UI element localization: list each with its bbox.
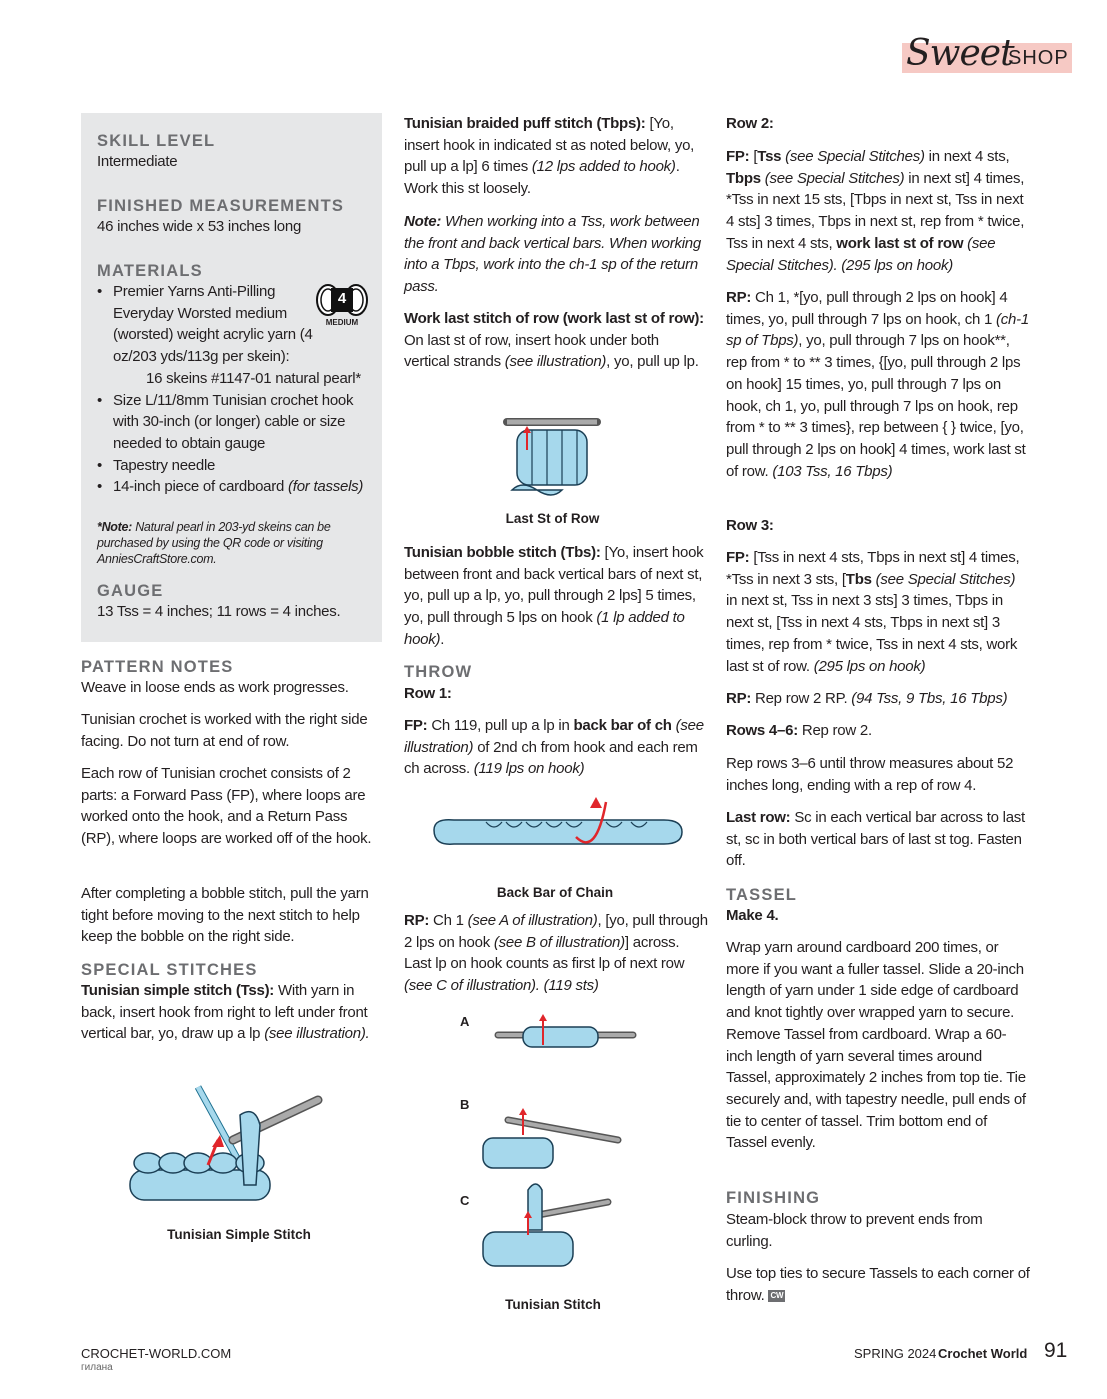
last-row (726, 807, 1030, 872)
row3-forward-pass (726, 547, 1030, 677)
text-run: Rep rows 3–6 until throw measures about 52 inches long, ending with a rep of row 4. (726, 755, 1014, 794)
tunisian-simple-stitch-illustration (128, 1085, 328, 1215)
text-run: Tunisian crochet is worked with the right side facing. Do not turn at end of row. (81, 711, 368, 750)
text-run: (12 lps added to hook) (531, 158, 676, 176)
text-run: Each row of Tunisian crochet consists of 2 parts: a Forward Pass (FP), where loops are worked onto the hook, and a Return Pass (RP), where loops are worked off of the hook. (81, 765, 372, 848)
text-run: of 2nd ch from hook and each rem ch across. (404, 738, 698, 778)
skill-level-value: Intermediate (97, 153, 178, 170)
skill-level-heading: SKILL LEVEL (97, 132, 216, 150)
materials-item (97, 455, 379, 477)
yarn-amount: 16 skeins #1147-01 natural pearl* (146, 369, 361, 387)
text-run: Rep row 2. (797, 722, 872, 739)
text-run: (119 lps on hook) (473, 760, 585, 778)
text-run: Tunisian braided puff stitch (Tbps): (404, 115, 646, 132)
stitch-note (404, 211, 708, 298)
finished-measurements-heading: FINISHED MEASUREMENTS (97, 197, 345, 215)
finished-measurements-value: 46 inches wide x 53 inches long (97, 218, 302, 235)
text-run: FP: (726, 148, 750, 165)
text-run: [Tss in next 4 sts, Tbps in next st] 4 times, *Tss in next 3 sts, [ (726, 549, 1020, 588)
yarn-weight-number: 4 (337, 290, 347, 307)
row3-return-pass (726, 688, 1030, 710)
text-run: (103 Tss, 16 Tbps) (772, 462, 893, 480)
text-run: (see Special Stitches) (871, 570, 1016, 588)
pattern-note (81, 709, 383, 752)
gauge-heading: GAUGE (97, 582, 164, 600)
text-run: . (440, 630, 445, 648)
text-run: (see Special Stitches). (295 lps on hook) (726, 234, 996, 274)
text-run: On last st of row, insert hook under both vertical strands (404, 331, 659, 371)
footer-magazine: Crochet World (938, 1346, 1028, 1361)
text-run: RP: (726, 690, 752, 707)
row2-label: Row 2: (726, 115, 774, 132)
text-run: RP: (404, 912, 430, 929)
text-run: Last row: (726, 809, 791, 826)
text-run: in next st, Tss in next 3 sts] 3 times, Tbps in next st, [Tss in next 4 sts, Tbps in next st] 3 times, rep from * twice, Tss in next 4 sts, work last st of row. (726, 592, 1018, 675)
text-run: (see illustration). (264, 1025, 370, 1043)
materials-item (97, 281, 379, 390)
text-run: Tbps (726, 169, 761, 187)
text-run: Work last stitch of row (work last st of row): (404, 310, 704, 327)
text-run: (295 lps on hook) (813, 657, 926, 675)
text-run: in next 4 sts, (924, 148, 1010, 165)
materials-heading: MATERIALS (97, 262, 203, 280)
text-run: (see B of illustration) (493, 933, 625, 951)
materials-item-text: Size L/11/8mm Tunisian crochet hook with 30-inch (or longer) cable or size needed to obtain gauge (113, 391, 354, 452)
text-run: Ch 1, *[yo, pull through 2 lps on hook] 4 times, yo, pull through 7 lps on hook, ch 1 (726, 289, 1008, 328)
text-run: With yarn in back, insert hook from right to left under front vertical bar, yo, draw up a lp (81, 982, 368, 1043)
text-run: , yo, pull through 7 lps on hook**, rep from * to ** 3 times, {[yo, pull through 2 lps on hook] 15 times, yo, pull through 7 lps on hook, ch 1, yo, pull through 7 lps on hook, rep from * to ** 3 times}, rep between { } twice, [yo, pull through 2 lps on hook] 4 times, work last st of row. (726, 332, 1026, 480)
note-text: Natural pearl in 203-yd skeins can be purchased by using the QR code or visiting AnniesCraftStore.com. (97, 520, 331, 566)
text-run: (see Special Stitches) (760, 169, 905, 187)
back-bar-of-chain-illustration (426, 792, 686, 862)
work-last-stitch-definition (404, 308, 708, 373)
text-run: Steam-block throw to prevent ends from curling. (726, 1211, 983, 1250)
text-run: FP: (404, 717, 428, 734)
text-run: When working into a Tss, work between the front and back vertical bars. When working into a Tbps, work into the ch-1 sp of the return pass. (404, 213, 701, 296)
text-run: (ch-1 sp of Tbps) (726, 310, 1029, 350)
illustration-label-a: A (460, 1014, 470, 1029)
pattern-note (81, 677, 383, 699)
row1-forward-pass (404, 715, 708, 780)
repeat-rows (726, 753, 1030, 796)
text-run: back bar of ch (573, 717, 672, 734)
footer-site: CROCHET-WORLD.COM (81, 1346, 232, 1361)
text-run: [Yo, insert hook between front and back vertical bars of next st, yo, pull up a lp, yo, pull through 2 lps] 5 times, yo, pull through 5 lps on hook (404, 544, 704, 627)
row2-forward-pass (726, 146, 1030, 276)
text-run: Tss (757, 148, 782, 165)
row2-return-pass (726, 287, 1030, 482)
caption-last-st-of-row: Last St of Row (505, 511, 600, 526)
gauge-value: 13 Tss = 4 inches; 11 rows = 4 inches. (97, 603, 341, 620)
text-run: Weave in loose ends as work progresses. (81, 679, 349, 696)
tassel-instructions (726, 937, 1030, 1154)
text-run: in next st] 4 times, *Tss in next 15 sts, [Tbps in next st, Tss in next 4 sts] 3 times, Tbps in next st, rep from * twice, Tss in next 4 sts, (726, 169, 1025, 252)
text-run: (see A of illustration) (467, 912, 598, 929)
text-run: (see illustration) (404, 717, 704, 756)
materials-item-text: • Premier Yarns Anti-Pilling Everyday Worsted medium (worsted) weight acrylic yarn (4 oz/203 yds/113g per skein): (113, 283, 313, 366)
logo-word: SHOP (1008, 47, 1069, 69)
text-run: , yo, pull up lp. (606, 353, 699, 371)
text-run: After completing a bobble stitch, pull the yarn tight before moving to the next stitch to help keep the bobble on the right side. (81, 885, 369, 946)
tassel-make: Make 4. (726, 907, 779, 924)
text-run: [ (749, 148, 758, 165)
materials-item-text: Tapestry needle (113, 456, 216, 474)
special-stitches-heading: SPECIAL STITCHES (81, 961, 258, 979)
row1-return-pass (404, 910, 708, 997)
text-run: Rep row 2 RP. (751, 690, 852, 707)
text-run: (see Special Stitches) (781, 148, 925, 165)
row1-label: Row 1: (404, 685, 452, 702)
text-run: Rows 4–6: (726, 722, 798, 739)
end-mark-icon: CW (770, 1290, 784, 1300)
text-run: (94 Tss, 9 Tbs, 16 Tbps) (851, 690, 1008, 707)
row3-label: Row 3: (726, 517, 774, 534)
illustration-label-c: C (460, 1193, 470, 1208)
materials-item (97, 390, 379, 455)
pattern-note (81, 883, 383, 948)
illustration-label-b: B (460, 1097, 470, 1112)
text-run: Tunisian simple stitch (Tss): (81, 982, 275, 999)
yarn-weight-label: MEDIUM (325, 318, 359, 327)
materials-item-note: (for tassels) (288, 478, 364, 496)
throw-heading: THROW (404, 663, 473, 681)
tbs-definition (404, 542, 708, 651)
pattern-note (81, 763, 383, 850)
footer-issue: SPRING 2024 (854, 1346, 937, 1361)
page-number: 91 (1044, 1339, 1068, 1362)
text-run: (see illustration) (504, 353, 607, 371)
caption-tunisian-simple-stitch: Tunisian Simple Stitch (167, 1227, 311, 1242)
caption-tunisian-stitch: Tunisian Stitch (505, 1297, 601, 1312)
tss-definition (81, 980, 383, 1045)
text-run: Ch 1 (429, 912, 468, 929)
text-run: , [yo, pull through 2 lps on hook (404, 912, 708, 951)
logo-script: Sweet (906, 33, 1014, 74)
text-run: (see C of illustration). (119 sts) (404, 977, 599, 995)
note-label: *Note: (97, 520, 133, 534)
text-run: Sc in each vertical bar across to last st, sc in both vertical bars of last st tog. Fasten off. (726, 809, 1025, 870)
footer-sub: гилана (81, 1362, 113, 1373)
text-run: ] across. Last lp on hook counts as first lp of next row (404, 933, 685, 973)
text-run: . Work this st loosely. (404, 158, 680, 198)
text-run: [Yo, insert hook in indicated st as noted below, yo, pull up a lp] 6 times (404, 115, 695, 176)
last-stitch-illustration (502, 400, 602, 505)
text-run: Ch 119, pull up a lp in (427, 717, 574, 734)
materials-list (97, 281, 379, 498)
finishing-heading: FINISHING (726, 1189, 821, 1207)
text-run: Note: (404, 213, 442, 230)
tassel-heading: TASSEL (726, 886, 798, 904)
text-run: Tbs (845, 570, 872, 588)
materials-item (97, 476, 379, 498)
text-run: RP: (726, 289, 752, 306)
materials-note (97, 519, 347, 567)
text-run: Use top ties to secure Tassels to each corner of throw. (726, 1265, 1030, 1304)
rows-4-6 (726, 720, 1030, 742)
text-run: work last st of row (836, 234, 964, 252)
text-run: Tunisian bobble stitch (Tbs): (404, 544, 601, 561)
finishing-step (726, 1209, 1030, 1252)
sweet-shop-logo (902, 33, 1072, 74)
tunisian-stitch-illustration (478, 1010, 638, 1290)
text-run: (1 lp added to hook) (404, 609, 685, 648)
materials-item-text: 14-inch piece of cardboard (113, 478, 285, 496)
text-run: FP: (726, 549, 750, 566)
finishing-step (726, 1263, 1030, 1306)
tbps-definition (404, 113, 708, 200)
pattern-notes-heading: PATTERN NOTES (81, 658, 234, 676)
text-run: Wrap yarn around cardboard 200 times, or more if you want a fuller tassel. Slide a 20-inch length of yarn under 1 side edge of cardboard and knot tightly over wrapped yarn to secure. Remove Tassel from cardboard. Wrap a 60-inch length of yarn several times around Tassel, approximately 2 inches from top tie. Tie securely and, with tapestry needle, pull ends of tie to center of tassel. Trim bottom end of Tassel evenly. (726, 939, 1026, 1152)
caption-back-bar-of-chain: Back Bar of Chain (496, 885, 614, 900)
